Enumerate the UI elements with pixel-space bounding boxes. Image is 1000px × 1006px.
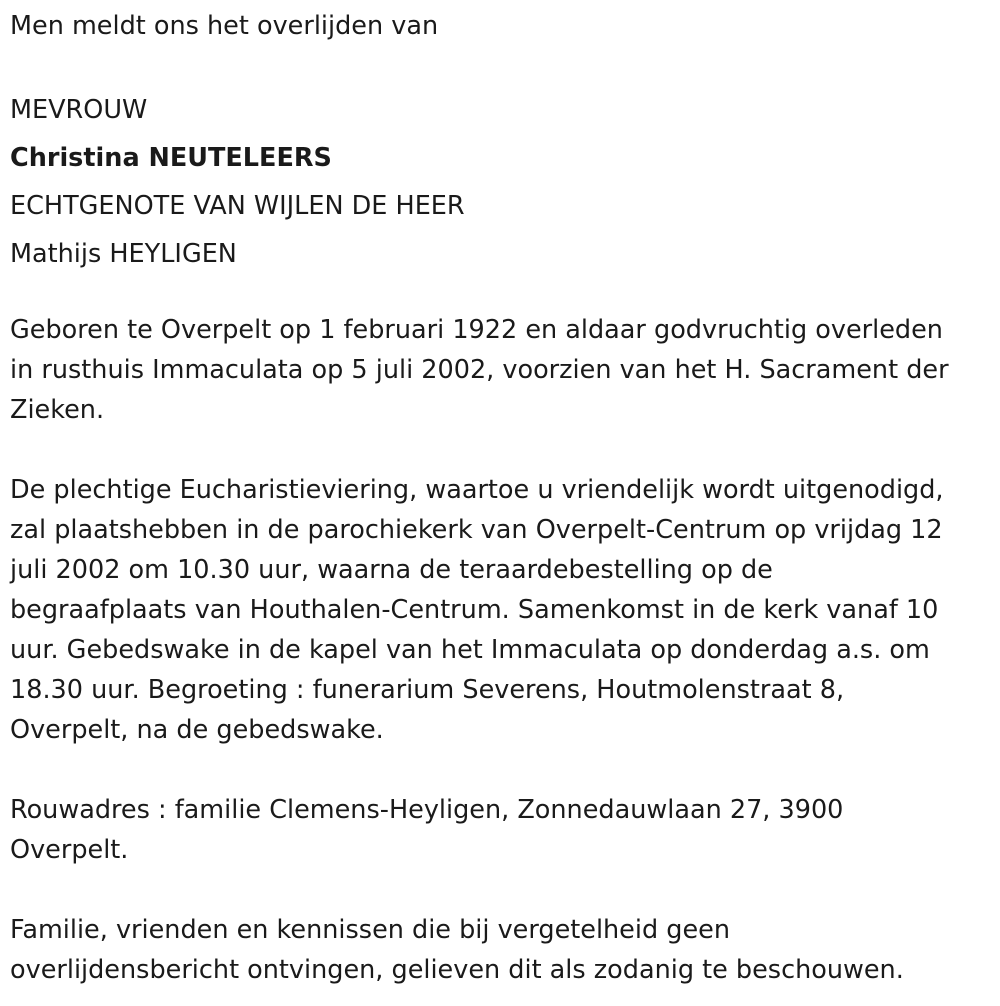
spacer bbox=[10, 870, 995, 910]
paragraph-line: Geboren te Overpelt op 1 februari 1922 en aldaar godvruchtig overleden bbox=[10, 315, 943, 345]
deceased-name: Christina NEUTELEERS bbox=[10, 143, 332, 173]
paragraph-line: De plechtige Eucharistieviering, waartoe u vriendelijk wordt uitgenodigd, bbox=[10, 475, 944, 505]
ceremony-paragraph bbox=[10, 470, 995, 750]
spacer bbox=[10, 430, 995, 470]
paragraph-line: in rusthuis Immaculata op 5 juli 2002, voorzien van het H. Sacrament der bbox=[10, 355, 949, 385]
title-prefix: MEVROUW bbox=[10, 95, 148, 125]
paragraph-line: Rouwadres : familie Clemens-Heyligen, Zonnedauwlaan 27, 3900 bbox=[10, 795, 844, 825]
obituary-notice bbox=[10, 6, 995, 990]
spacer bbox=[10, 46, 995, 86]
paragraph-line: Overpelt. bbox=[10, 835, 129, 865]
spacer bbox=[10, 750, 995, 790]
paragraph-line: juli 2002 om 10.30 uur, waarna de teraardebestelling op de bbox=[10, 555, 773, 585]
spouse-name: Mathijs HEYLIGEN bbox=[10, 239, 237, 269]
paragraph-line: Familie, vrienden en kennissen die bij vergetelheid geen bbox=[10, 915, 730, 945]
closing-paragraph bbox=[10, 910, 995, 990]
intro-text: Men meldt ons het overlijden van bbox=[10, 11, 439, 41]
paragraph-line: 18.30 uur. Begroeting : funerarium Severens, Houtmolenstraat 8, bbox=[10, 675, 845, 705]
spacer bbox=[10, 278, 995, 310]
paragraph-line: uur. Gebedswake in de kapel van het Immaculata op donderdag a.s. om bbox=[10, 635, 930, 665]
paragraph-line: Zieken. bbox=[10, 395, 105, 425]
paragraph-line: Overpelt, na de gebedswake. bbox=[10, 715, 384, 745]
paragraph-line: overlijdensbericht ontvingen, gelieven dit als zodanig te beschouwen. bbox=[10, 955, 904, 985]
paragraph-line: begraafplaats van Houthalen-Centrum. Samenkomst in de kerk vanaf 10 bbox=[10, 595, 939, 625]
address-paragraph bbox=[10, 790, 995, 870]
paragraph-line: zal plaatshebben in de parochiekerk van Overpelt-Centrum op vrijdag 12 bbox=[10, 515, 943, 545]
birth-paragraph bbox=[10, 310, 995, 430]
relation-text: ECHTGENOTE VAN WIJLEN DE HEER bbox=[10, 191, 465, 221]
